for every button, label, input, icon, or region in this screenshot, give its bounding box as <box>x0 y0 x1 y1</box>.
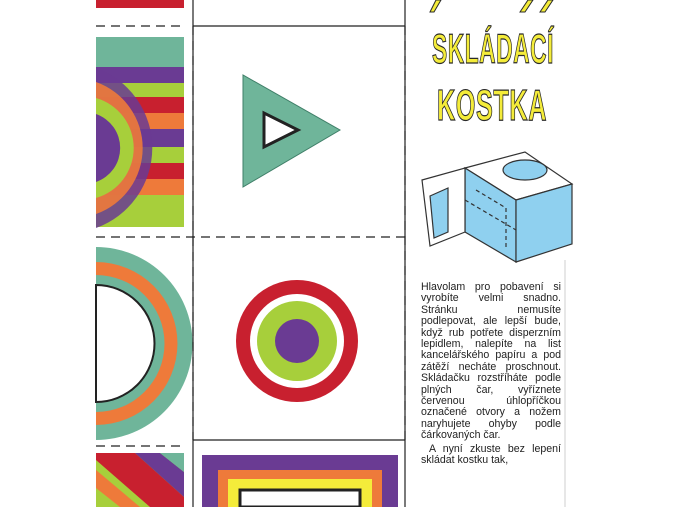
title-decoration <box>430 0 553 12</box>
title-line-1: SKLÁDACÍ <box>432 25 555 72</box>
striped-face-panel <box>96 37 184 228</box>
cut-lines <box>193 0 405 507</box>
diagonal-face-panel <box>96 453 184 507</box>
folded-cube-illustration <box>422 152 572 262</box>
top-strip-panel <box>96 0 184 8</box>
triangle-face-panel <box>243 75 340 187</box>
target-face-panel <box>236 280 358 402</box>
square-frame-face-panel <box>202 455 398 507</box>
ring-face-panel <box>96 247 193 440</box>
title-line-2: KOSTKA <box>437 81 547 130</box>
article-paragraph: A nyní zkuste bez lepení skládat kostku tak, <box>421 442 561 467</box>
article-paragraph: Hlavolam pro pobavení si vyrobíte velmi snadno. Stránku nemusíte podlepovat, ale lepší bude, když rub potřete disperzním lepidlem, nalepíte na list kancelářského papíru a pod zátěží necháte proschnout. Skládačku rozstříháte podle plných čar, vyříznete červenou úhlopříčkou označené otvory a nožem naryhujete ohyby podle čárkovaných čar. <box>421 281 561 442</box>
article-body <box>421 282 561 467</box>
